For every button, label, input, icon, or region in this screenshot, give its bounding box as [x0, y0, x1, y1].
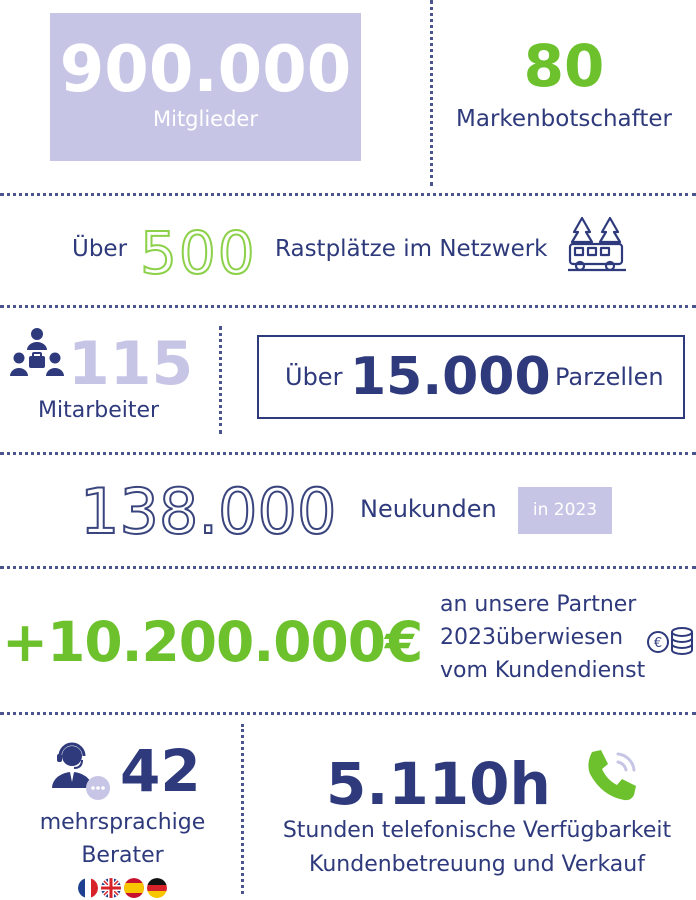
ambassadors-value: 80	[523, 32, 605, 100]
new-customers-label: Neukunden	[360, 495, 497, 523]
flag-de-icon	[147, 878, 167, 898]
year-badge: in 2023	[518, 487, 612, 534]
new-customers-value: 138.000	[80, 475, 337, 548]
divider	[0, 193, 696, 196]
transfers-line2: 2023überwiesen	[440, 625, 624, 650]
flag-uk-icon	[101, 878, 121, 898]
transfers-line1: an unsere Partner	[440, 592, 637, 617]
divider	[0, 712, 696, 715]
members-value: 900.000	[59, 33, 352, 107]
flag-fr-icon	[78, 878, 98, 898]
divider	[0, 305, 696, 308]
team-icon	[8, 326, 66, 384]
ambassadors-label: Markenbotschafter	[456, 106, 672, 132]
divider	[219, 326, 222, 434]
hours-line1: Stunden telefonische Verfügbarkeit	[282, 818, 672, 843]
divider	[241, 724, 244, 894]
language-flags	[78, 878, 167, 898]
members-label: Mitglieder	[153, 107, 258, 131]
svg-text:€: €	[653, 636, 663, 651]
advisors-value: 42	[120, 737, 201, 805]
divider	[0, 452, 696, 455]
advisors-line2: Berater	[81, 843, 164, 868]
parzellen-prefix: Über	[285, 363, 343, 391]
hours-value: 5.110h	[326, 750, 551, 818]
divider	[0, 566, 696, 569]
advisors-line1: mehrsprachige	[39, 810, 206, 835]
phone-icon	[578, 744, 642, 808]
support-agent-icon	[48, 738, 114, 808]
employees-value: 115	[68, 329, 194, 399]
hours-line2: Kundenbetreuung und Verkauf	[309, 852, 645, 877]
flag-es-icon	[124, 878, 144, 898]
coins-icon	[646, 624, 694, 658]
rastplaetze-value: 500	[140, 219, 257, 287]
rv-trees-icon	[566, 214, 628, 276]
parzellen-suffix: Parzellen	[555, 363, 664, 391]
parzellen-value: 15.000	[350, 347, 551, 407]
rastplaetze-prefix: Über	[72, 236, 128, 262]
transfers-line3: vom Kundendienst	[440, 658, 646, 683]
employees-label: Mitarbeiter	[38, 398, 160, 423]
rastplaetze-suffix: Rastplätze im Netzwerk	[275, 236, 548, 262]
transfers-value: +10.200.000€	[2, 610, 423, 674]
